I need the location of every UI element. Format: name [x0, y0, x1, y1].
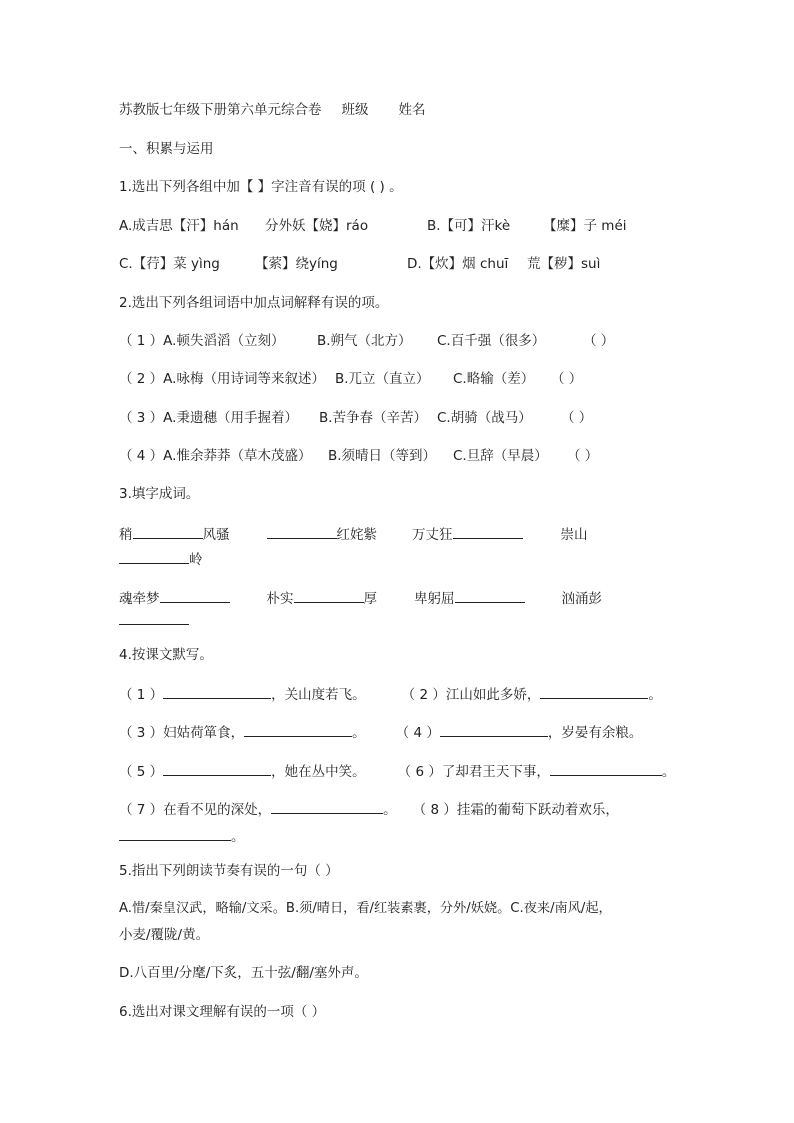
option-a1: A.成吉思【汗】hán: [119, 218, 239, 234]
word-5: 魂牵梦: [119, 591, 160, 607]
blank[interactable]: [440, 722, 548, 737]
recite-row: [119, 684, 662, 704]
row-4-a: （ 4 ）A.惟余莽莽（草木茂盛）: [119, 448, 312, 464]
row-3-a: （ 3 ）A.秉遗穗（用手握着）: [119, 410, 298, 426]
recite-5-text: ，她在丛中笑。: [271, 764, 366, 780]
recite-4-label: （ 4 ）: [395, 725, 440, 741]
option-d1: D.【炊】烟 chuī: [407, 256, 509, 272]
row-2-answer[interactable]: （ ）: [551, 371, 583, 387]
recite-2-end: 。: [648, 687, 662, 703]
question-1-options-ab: [119, 217, 627, 235]
blank[interactable]: [163, 684, 271, 699]
row-4-answer[interactable]: （ ）: [567, 448, 599, 464]
row-1-answer[interactable]: （ ）: [583, 333, 615, 349]
question-3-line-2-wrap: [119, 610, 189, 630]
blank[interactable]: [453, 524, 523, 539]
blank[interactable]: [271, 799, 383, 814]
blank[interactable]: [244, 722, 352, 737]
blank[interactable]: [133, 524, 203, 539]
question-5-stem: 5.指出下列朗读节奏有误的一句（ ）: [119, 863, 339, 879]
row-3-answer[interactable]: （ ）: [561, 410, 593, 426]
question-3-line-1-wrap: [119, 549, 203, 569]
recite-7-end: 。: [383, 802, 397, 818]
class-label: 班级: [341, 102, 369, 118]
question-2-row: [119, 409, 592, 427]
section-heading: 一、积累与运用: [119, 141, 214, 157]
exam-title: 苏教版七年级下册第六单元综合卷: [119, 102, 322, 118]
recite-row: [119, 761, 675, 781]
row-2-b: B.兀立（直立）: [335, 371, 430, 387]
question-5-line-3: D.八百里/分麾/下炙，五十弦/翻/塞外声。: [119, 965, 368, 981]
row-2-c: C.略输（差）: [453, 371, 535, 387]
word-2: 红姹紫: [336, 527, 377, 543]
blank[interactable]: [267, 524, 337, 539]
word-1-prefix: 稍: [119, 527, 133, 543]
question-2-row: [119, 370, 582, 388]
recite-4-text: ，岁晏有余粮。: [547, 725, 643, 741]
recite-3-text: （ 3 ）妇姑荷箪食，: [119, 725, 245, 741]
word-6-prefix: 朴实: [266, 591, 294, 607]
recite-6-end: 。: [661, 764, 676, 780]
row-2-a: （ 2 ）A.咏梅（用诗词等来叙述）: [119, 371, 325, 387]
option-b2: 【糜】子 méi: [543, 218, 627, 234]
question-1-stem: 1.选出下列各组中加【 】字注音有误的项 ( ) 。: [119, 179, 403, 195]
header-line: [119, 101, 426, 119]
blank[interactable]: [119, 610, 189, 625]
blank[interactable]: [540, 684, 648, 699]
recite-1-label: （ 1 ）: [119, 687, 164, 703]
row-1-b: B.朔气（北方）: [317, 333, 412, 349]
row-3-c: C.胡骑（战马）: [437, 410, 532, 426]
word-8: 汹涌彭: [561, 591, 602, 607]
word-4-suffix: 岭: [189, 552, 203, 568]
recite-8-end: 。: [231, 829, 245, 845]
question-2-row: [119, 447, 598, 465]
recite-8-text: （ 8 ）挂霜的葡萄下跃动着欢乐，: [412, 802, 619, 818]
question-1-options-cd: [119, 255, 600, 273]
question-3-line-2: [119, 588, 602, 608]
question-2-stem: 2.选出下列各组词语中加点词解释有误的项。: [119, 295, 389, 311]
option-d2: 荒【秽】suì: [527, 256, 601, 272]
recite-6-text: （ 6 ）了却君王天下事，: [397, 764, 550, 780]
question-3-line-1: [119, 524, 588, 544]
recite-row: [119, 799, 619, 819]
blank[interactable]: [163, 761, 271, 776]
recite-5-label: （ 5 ）: [119, 764, 164, 780]
recite-1-text: ，关山度若飞。: [271, 687, 366, 703]
question-5-line-2: 小麦/覆陇/黄。: [119, 927, 210, 943]
row-1-a: （ 1 ）A.顿失滔滔（立刻）: [119, 333, 285, 349]
question-4-stem: 4.按课文默写。: [119, 647, 213, 663]
blank[interactable]: [119, 549, 189, 564]
word-1-suffix: 风骚: [202, 527, 230, 543]
question-2-row: [119, 332, 614, 350]
option-c2: 【萦】绕yíng: [255, 256, 338, 272]
question-5-line-1: A.惜/秦皇汉武，略输/文采。B.须/晴日，看/红装素裹，分外/妖娆。C.夜来/南风/起，: [119, 901, 612, 916]
question-3-stem: 3.填字成词。: [119, 486, 200, 502]
word-6-suffix: 厚: [363, 591, 377, 607]
row-1-c: C.百千强（很多）: [437, 333, 546, 349]
row-3-b: B.苦争春（辛苦）: [319, 410, 428, 426]
blank[interactable]: [294, 588, 364, 603]
recite-7-text: （ 7 ）在看不见的深处，: [119, 802, 272, 818]
option-c1: C.【荇】菜 yìng: [119, 256, 220, 272]
word-7: 卑躬屈: [414, 591, 455, 607]
blank[interactable]: [160, 588, 230, 603]
option-a2: 分外妖【娆】ráo: [265, 218, 369, 234]
row-4-c: C.旦辞（早晨）: [453, 448, 548, 464]
row-4-b: B.须晴日（等到）: [328, 448, 437, 464]
recite-row: [119, 722, 642, 742]
option-b1: B.【可】汗kè: [427, 218, 511, 234]
blank[interactable]: [455, 588, 525, 603]
name-label: 姓名: [398, 102, 426, 118]
word-3: 万丈狂: [412, 527, 453, 543]
recite-3-end: 。: [352, 725, 366, 741]
question-6-stem: 6.选出对课文理解有误的一项（ ）: [119, 1004, 326, 1020]
word-4: 崇山: [560, 527, 588, 543]
blank[interactable]: [550, 761, 662, 776]
blank[interactable]: [119, 826, 231, 841]
recite-row-wrap: [119, 826, 245, 846]
recite-2-text: （ 2 ）江山如此多娇，: [401, 687, 541, 703]
